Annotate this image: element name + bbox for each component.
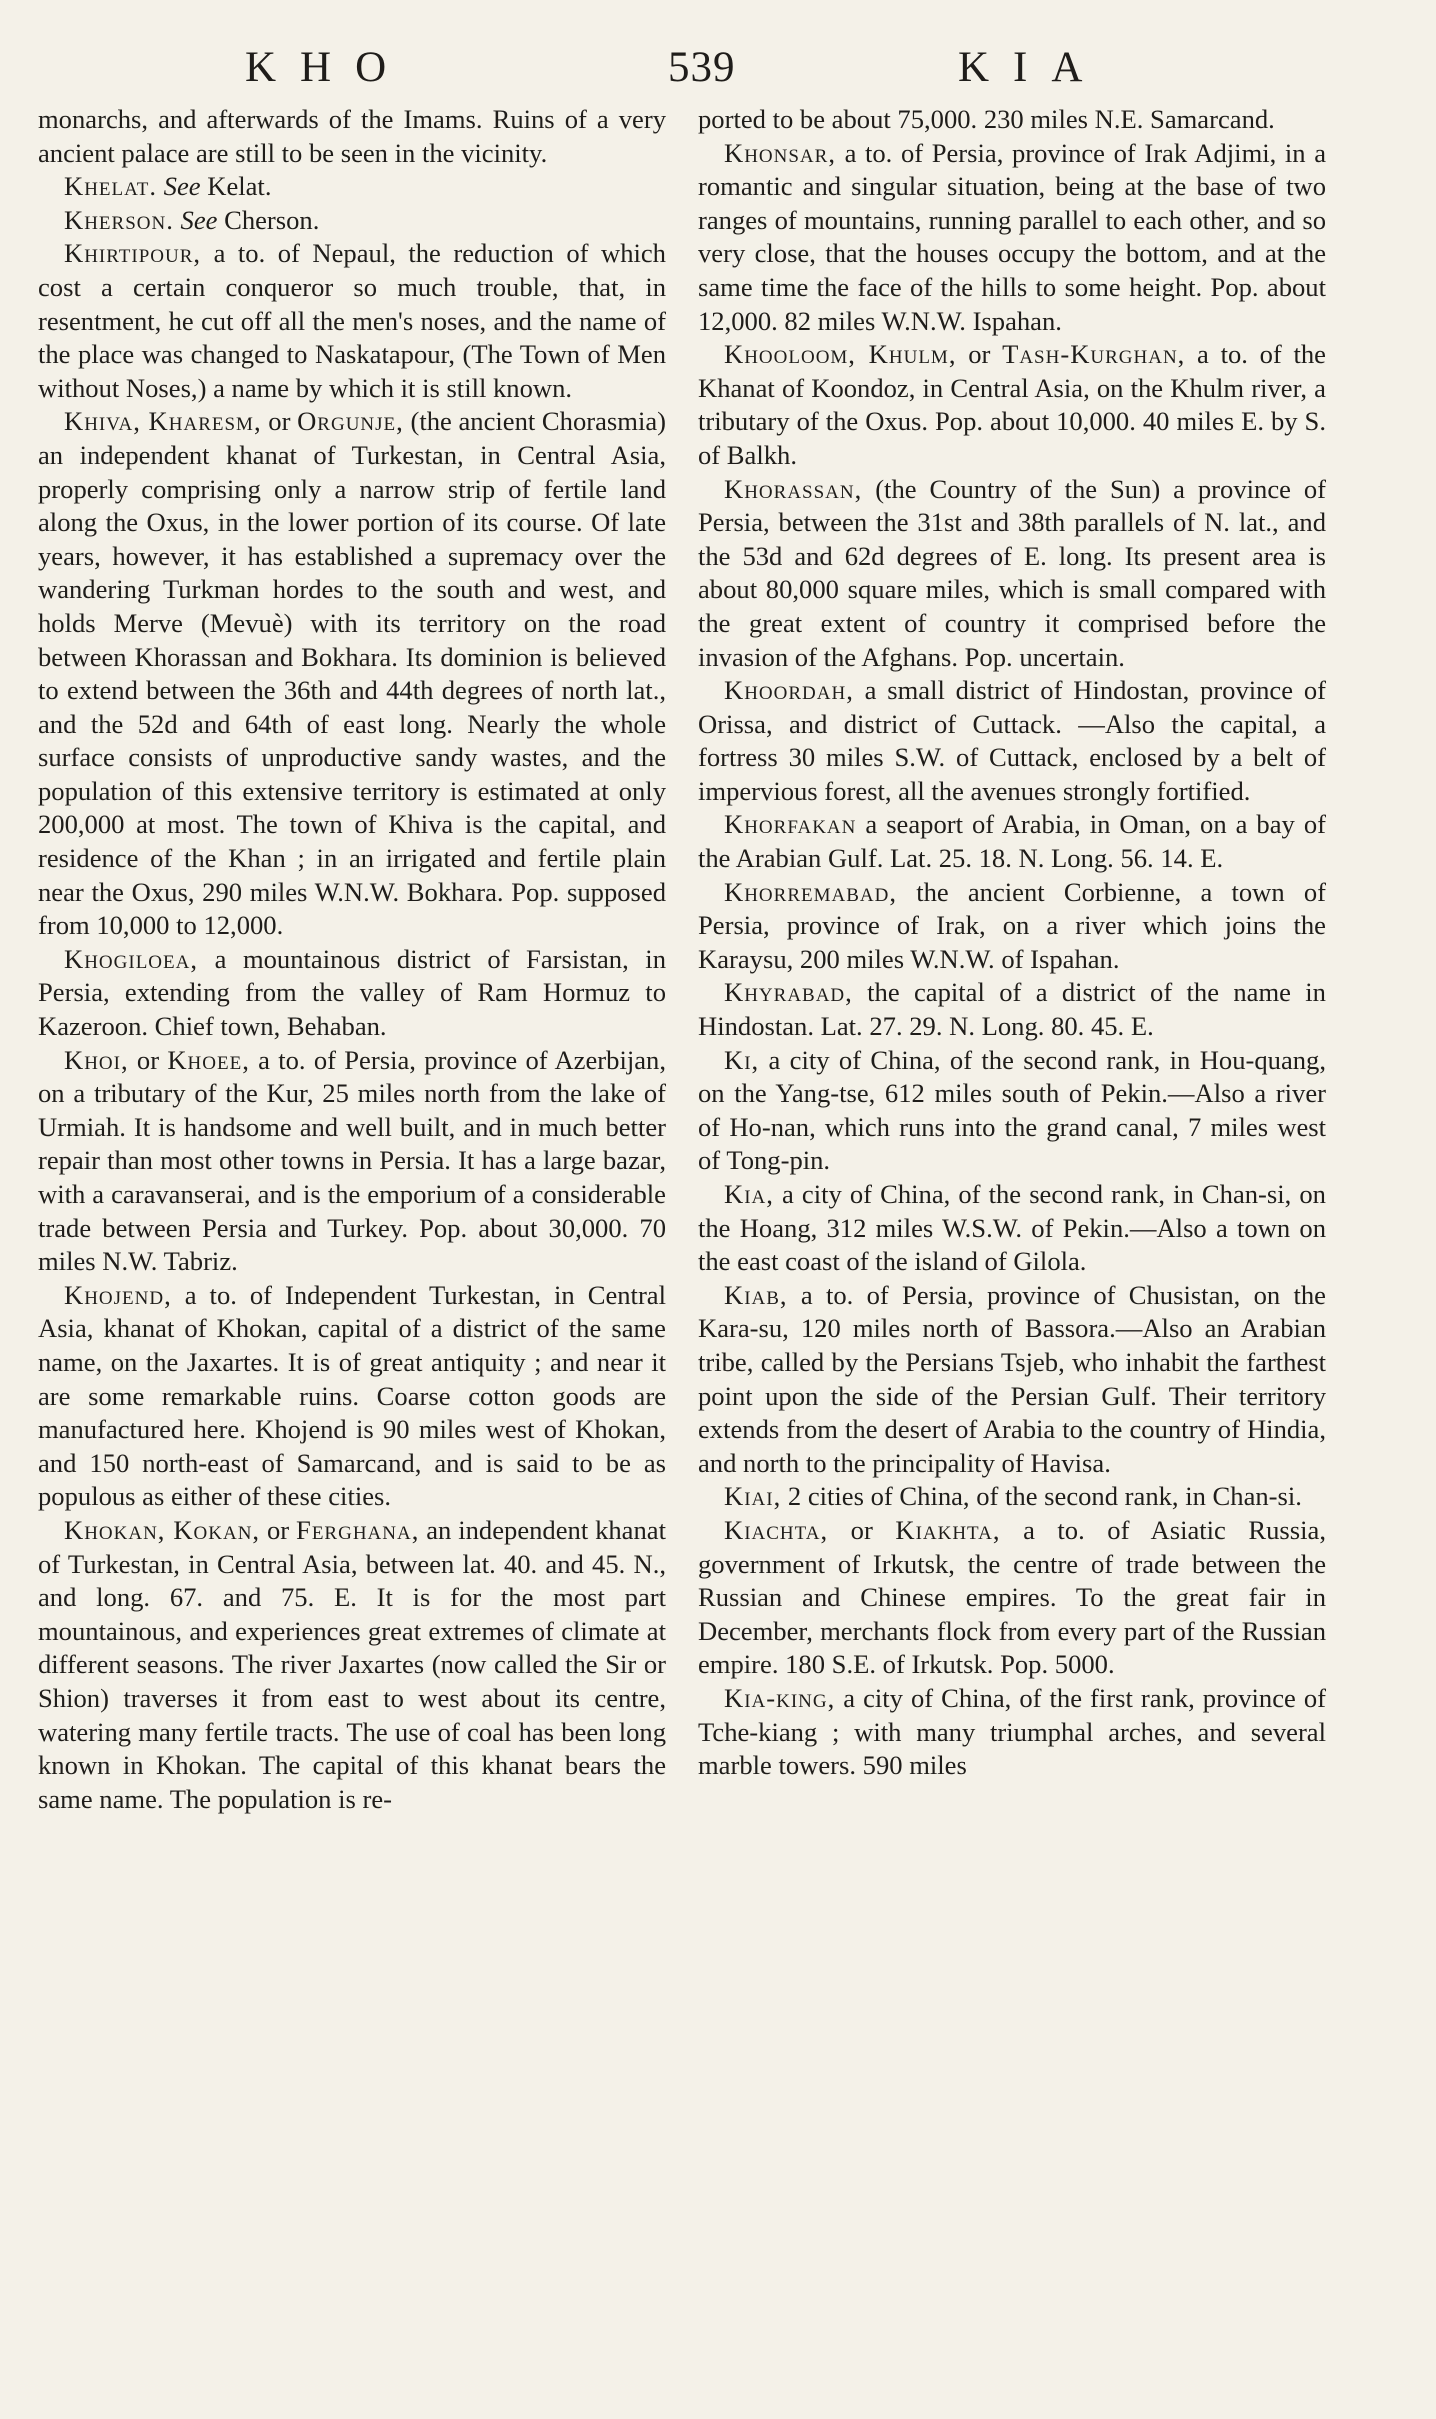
entry-headword: Orgunje,: [297, 406, 404, 437]
entry-text: a city of China, of the first rank, province of Tche-kiang ; with many triumphal arches, and several marble towers. 590 miles: [698, 1682, 1326, 1781]
entry-headword: Khoee,: [167, 1044, 250, 1075]
dictionary-entry: [698, 976, 1326, 1043]
entry-headword: Khyrabad,: [724, 977, 853, 1008]
entry-text: Kelat.: [207, 171, 272, 202]
entry-headword: Khonsar,: [724, 137, 836, 168]
dictionary-entry: [698, 1480, 1326, 1514]
entry-headword: Kia-king,: [724, 1682, 836, 1713]
entry-text: or: [968, 339, 991, 370]
entry-headword: Ki,: [724, 1044, 760, 1075]
dictionary-entry: [38, 170, 666, 204]
entry-text: or: [268, 406, 291, 437]
header-right-guideword: KIA: [958, 44, 1107, 91]
dictionary-entry: [698, 338, 1326, 472]
dictionary-entry: [698, 137, 1326, 339]
dictionary-entry: [698, 1279, 1326, 1481]
dictionary-entry: [698, 1682, 1326, 1783]
entry-text: a city of China, of the second rank, in Hou-quang, on the Yang-tse, 612 miles south of Pekin.—Also a river of Ho-nan, which runs into the grand canal, 7 miles west of Tong-pin.: [698, 1044, 1326, 1176]
dictionary-entry: [698, 1178, 1326, 1279]
entry-text: a to. of Persia, province of Chusistan, on the Kara-su, 120 miles north of Bassora.—Also an Arabian tribe, called by the Persians Tsjeb, who inhabit the farthest point upon the side of the Persian Gulf. Their territory extends from the desert of Arabia to the country of Hindia, and north to the principality of Havisa.: [698, 1279, 1326, 1478]
entry-text: an independent khanat of Turkestan, in Central Asia, between lat. 40. and 45. N., and long. 67. and 75. E. It is for the most part mountainous, and experiences great extremes of climate at different seasons. The river Jaxartes (now called the Sir or Shion) traverses it from east to west about its centre, watering many fertile tracts. The use of coal has been long known in Khokan. The capital of this khanat bears the same name. The population is re-: [38, 1514, 666, 1814]
running-header: [0, 38, 1436, 98]
entry-headword: Khojend,: [64, 1279, 172, 1310]
dictionary-entry: [38, 204, 666, 238]
entry-headword: Khoordah,: [724, 675, 854, 706]
entry-text: ported to be about 75,000. 230 miles N.E. Samarcand.: [698, 104, 1275, 134]
entry-text: or: [266, 1514, 290, 1545]
entry-headword: Khokan, Kokan,: [64, 1514, 261, 1545]
entry-headword: Kiai,: [724, 1481, 782, 1512]
page-number: 539: [668, 44, 736, 91]
dictionary-entry: [38, 1279, 666, 1514]
entry-text: a seaport of Arabia, in Oman, on a bay of the Arabian Gulf. Lat. 25. 18. N. Long. 56. 14. E.: [698, 809, 1326, 874]
entry-headword: Khiva, Kharesm,: [64, 406, 262, 437]
dictionary-entry: [698, 1514, 1326, 1682]
entry-text: (the Country of the Sun) a province of Persia, between the 31st and 38th parallels of N. lat., and the 53d and 62d degrees of E. long. Its present area is about 80,000 square miles, which is small compared with the great extent of country it comprised before the invasion of the Afghans. Pop. uncertain.: [698, 473, 1326, 672]
entry-headword: Kherson.: [64, 204, 174, 235]
dictionary-entry: [38, 1514, 666, 1816]
entry-headword: Khirtipour,: [64, 238, 202, 269]
entry-headword: Tash-Kurghan,: [1002, 339, 1186, 370]
dictionary-entry: [698, 103, 1326, 137]
dictionary-entry: [38, 103, 666, 170]
entry-headword: Kia,: [724, 1179, 774, 1209]
entry-headword: Ferghana,: [296, 1514, 420, 1545]
entry-text: a to. of Persia, province of Azerbijan, on a tributary of the Kur, 25 miles north from the lake of Urmiah. It is handsome and well built, and in much better repair than most other towns in Persia. It has a large bazar, with a caravanserai, and is the emporium of a considerable trade between Persia and Turkey. Pop. about 30,000. 70 miles N.W. Tabriz.: [38, 1044, 666, 1277]
entry-text: or: [850, 1514, 873, 1545]
entry-text: Cherson.: [224, 204, 320, 235]
dictionary-entry: [698, 876, 1326, 977]
entry-text: the capital of a district of the name in Hindostan. Lat. 27. 29. N. Long. 80. 45. E.: [698, 977, 1326, 1042]
entry-text: a to. of Nepaul, the reduction of which cost a certain conqueror so much trouble, that, in resentment, he cut off all the men's noses, and the name of the place was changed to Naskatapour, (The Town of Men without Noses,) a name by which it is still known.: [38, 238, 666, 403]
entry-text: a small district of Hindostan, province of Orissa, and district of Cuttack. —Also the capital, a fortress 30 miles S.W. of Cuttack, enclosed by a belt of impervious forest, all the avenues strongly fortified.: [698, 675, 1326, 806]
entry-text: or: [136, 1044, 160, 1075]
entry-headword: Khorfakan: [724, 809, 857, 840]
entry-text: 2 cities of China, of the second rank, in Chan-si.: [787, 1481, 1302, 1512]
entry-text: a to. of the Khanat of Koondoz, in Central Asia, on the Khulm river, a tributary of the Oxus. Pop. about 10,000. 40 miles E. by S. of Balkh.: [698, 339, 1326, 470]
header-left-guideword: KHO: [245, 44, 411, 91]
entry-text: the ancient Corbienne, a town of Persia, province of Irak, on a river which joins the Karaysu, 200 miles W.N.W. of Ispahan.: [698, 876, 1326, 974]
entry-text: a mountainous district of Farsistan, in Persia, extending from the valley of Ram Hormuz to Kazeroon. Chief town, Behaban.: [38, 943, 666, 1042]
dictionary-entry: [38, 943, 666, 1044]
left-column: [38, 103, 666, 1816]
dictionary-entry: [698, 808, 1326, 875]
entry-headword: Kiakhta,: [895, 1514, 1001, 1545]
entry-headword: Khorremabad,: [724, 876, 897, 907]
dictionary-entry: [38, 405, 666, 943]
entry-text: a to. of Persia, province of Irak Adjimi, in a romantic and singular situation, being at the base of two ranges of mountains, running parallel to each other, and so very close, that the houses occupy the bottom, and at the same time the face of the hills to some height. Pop. about 12,000. 82 miles W.N.W. Ispahan.: [698, 137, 1326, 336]
entry-text: a to. of Asiatic Russia, government of Irkutsk, the centre of trade between the Russian and Chinese empires. To the great fair in December, merchants flock from every part of the Russian empire. 180 S.E. of Irkutsk. Pop. 5000.: [698, 1514, 1326, 1680]
see-reference: See: [163, 171, 201, 202]
dictionary-entry: [38, 1044, 666, 1279]
dictionary-entry: [698, 1044, 1326, 1178]
see-reference: See: [180, 204, 218, 235]
entry-headword: Khooloom, Khulm,: [724, 339, 957, 370]
dictionary-entry: [38, 237, 666, 405]
right-column: [698, 103, 1326, 1783]
dictionary-entry: [698, 473, 1326, 675]
entry-headword: Khoi,: [64, 1044, 129, 1075]
entry-text: monarchs, and afterwards of the Imams. Ruins of a very ancient palace are still to be seen in the vicinity.: [38, 104, 666, 168]
entry-headword: Khorassan,: [724, 473, 863, 504]
entry-headword: Khogiloea,: [64, 943, 198, 974]
entry-text: a to. of Independent Turkestan, in Central Asia, khanat of Khokan, capital of a district of the same name, on the Jaxartes. It is of great antiquity ; and near it are some remarkable ruins. Coarse cotton goods are manufactured here. Khojend is 90 miles west of Khokan, and 150 north-east of Samarcand, and is said to be as populous as either of these cities.: [38, 1279, 666, 1512]
entry-text: a city of China, of the second rank, in Chan-si, on the Hoang, 312 miles W.S.W. of Pekin.—Also a town on the east coast of the island of Gilola.: [698, 1179, 1326, 1277]
entry-headword: Khelat.: [64, 171, 158, 202]
entry-text: (the ancient Chorasmia) an independent khanat of Turkestan, in Central Asia, properly comprising only a narrow strip of fertile land along the Oxus, in the lower portion of its course. Of late years, however, it has established a supremacy over the wandering Turkman hordes to the south and west, and holds Merve (Mevuè) with its territory on the road between Khorassan and Bokhara. Its dominion is believed to extend between the 36th and 44th degrees of north lat., and the 52d and 64th of east long. Nearly the whole surface consists of unproductive sandy wastes, and the population of this extensive territory is estimated at only 200,000 at most. The town of Khiva is the capital, and residence of the Khan ; in an irrigated and fertile plain near the Oxus, 290 miles W.N.W. Bokhara. Pop. supposed from 10,000 to 12,000.: [38, 406, 666, 941]
entry-headword: Kiab,: [724, 1279, 788, 1310]
entry-headword: Kiachta,: [724, 1514, 829, 1545]
dictionary-entry: [698, 674, 1326, 808]
